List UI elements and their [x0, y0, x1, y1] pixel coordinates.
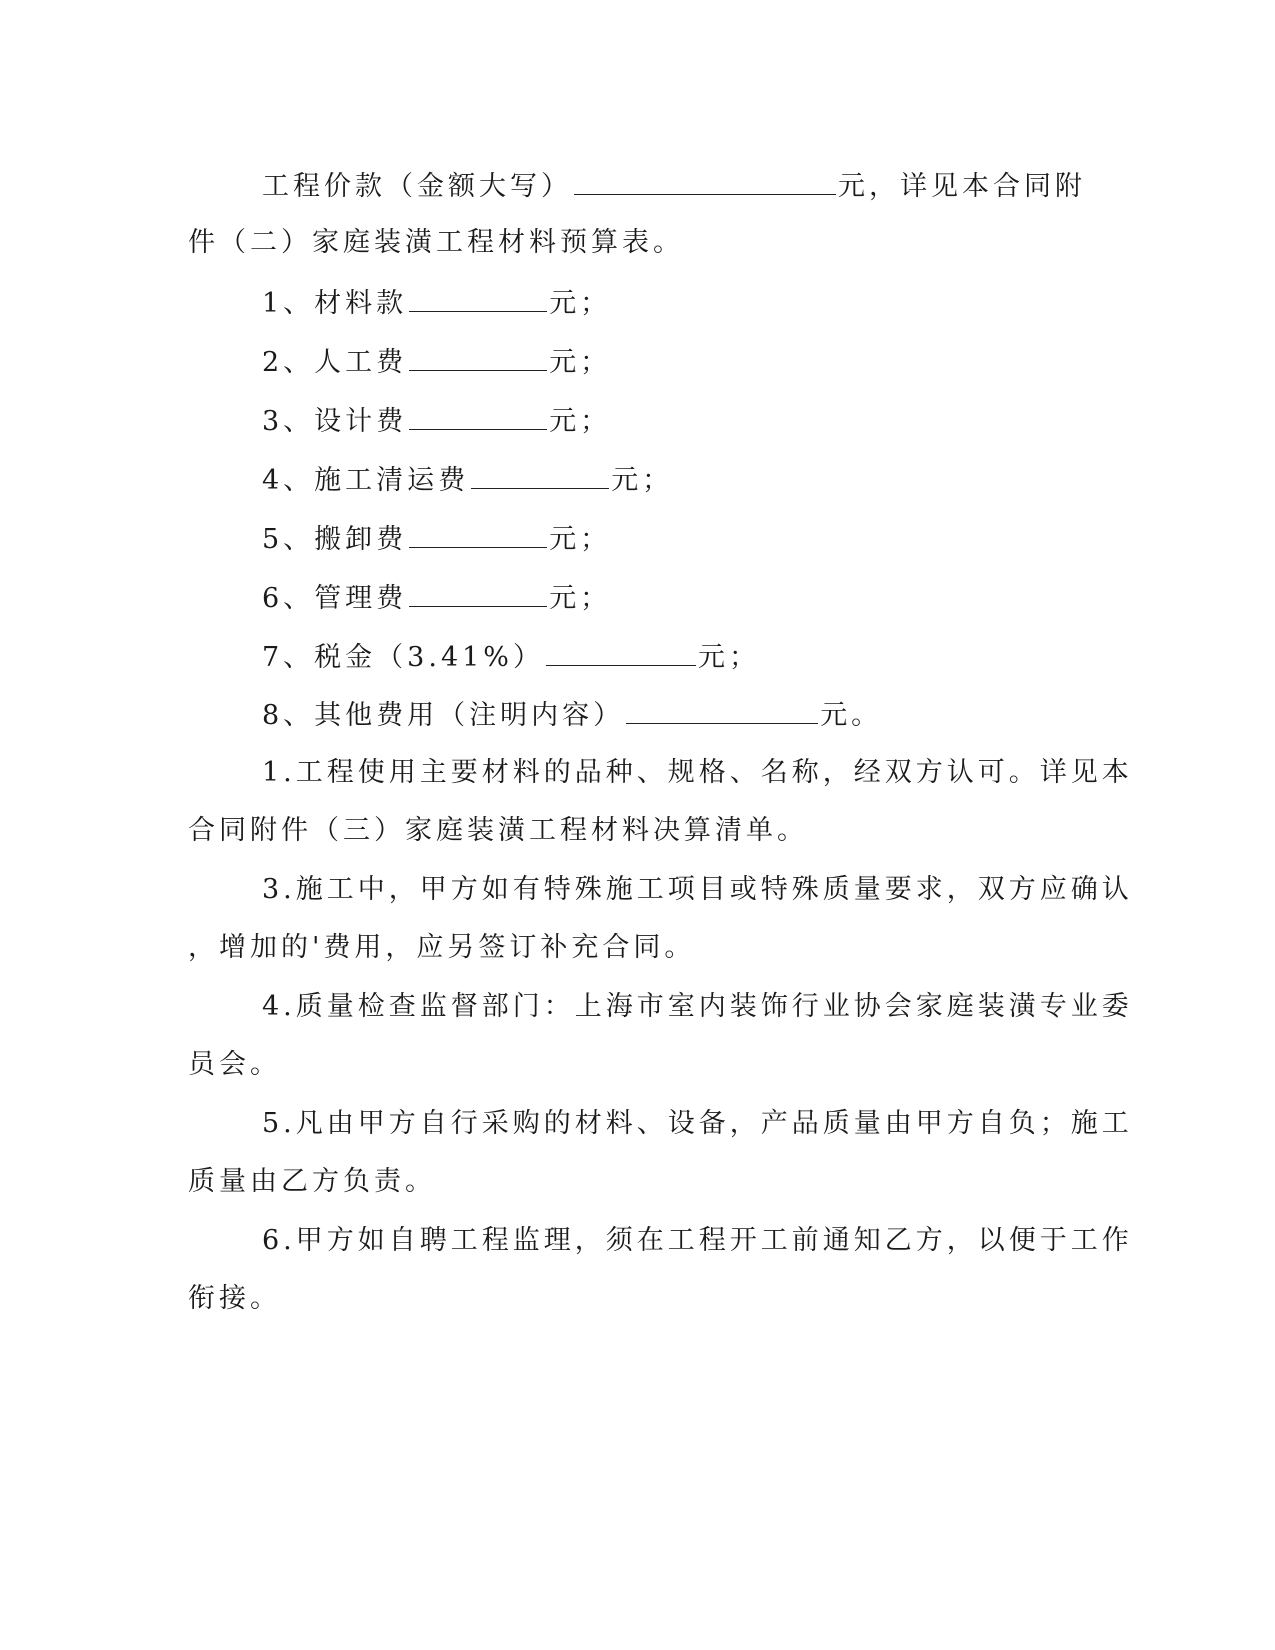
fee-unit: 元； [549, 347, 612, 378]
fee-label: 8、其他费用（注明内容） [262, 700, 625, 731]
clause-line: 4.质量检查监督部门：上海市室内装饰行业协会家庭装潢专业委 [262, 991, 1133, 1022]
fee-item [262, 521, 611, 557]
clause-line-cont: 员会。 [188, 1049, 281, 1080]
clause-line-cont: 质量由乙方负责。 [188, 1166, 436, 1197]
fee-unit: 元； [549, 288, 612, 319]
fee-unit: 元； [549, 406, 612, 437]
fee-unit: 元。 [820, 700, 883, 731]
fee-item [262, 462, 673, 498]
price-amount-blank[interactable] [574, 168, 836, 195]
clause-line-cont: 衔接。 [188, 1283, 281, 1314]
fee-amount-blank[interactable] [409, 344, 547, 371]
fee-unit: 元； [611, 465, 674, 496]
fee-item [262, 639, 760, 675]
fee-amount-blank[interactable] [471, 462, 609, 489]
price-line-cont: 件（二）家庭装潢工程材料预算表。 [188, 227, 684, 258]
price-suffix: 元，详见本合同附 [838, 171, 1086, 202]
fee-label: 4、施工清运费 [262, 465, 470, 496]
fee-label: 2、人工费 [262, 347, 408, 378]
fee-item [262, 697, 882, 733]
clause-line-cont: 合同附件（三）家庭装潢工程材料决算清单。 [188, 815, 808, 846]
clause-line-cont: ，增加的'费用，应另签订补充合同。 [188, 932, 696, 963]
clause-line: 3.施工中，甲方如有特殊施工项目或特殊质量要求，双方应确认 [262, 874, 1133, 905]
clause-line: 1.工程使用主要材料的品种、规格、名称，经双方认可。详见本 [262, 757, 1133, 788]
fee-amount-blank[interactable] [409, 521, 547, 548]
fee-item [262, 344, 611, 380]
fee-item [262, 285, 611, 321]
fee-label: 1、材料款 [262, 288, 408, 319]
fee-item [262, 580, 611, 616]
fee-label: 7、税金（3.41%） [262, 642, 544, 673]
fee-label: 6、管理费 [262, 583, 408, 614]
fee-amount-blank[interactable] [409, 403, 547, 430]
fee-unit: 元； [697, 642, 760, 673]
clause-line: 6.甲方如自聘工程监理，须在工程开工前通知乙方，以便于工作 [262, 1225, 1133, 1256]
fee-item [262, 403, 611, 439]
clause-line: 5.凡由甲方自行采购的材料、设备，产品质量由甲方自负；施工 [262, 1108, 1133, 1139]
fee-unit: 元； [549, 524, 612, 555]
fee-label: 5、搬卸费 [262, 524, 408, 555]
fee-amount-blank[interactable] [409, 580, 547, 607]
price-line [262, 168, 1086, 204]
fee-amount-blank[interactable] [626, 697, 818, 724]
fee-unit: 元； [549, 583, 612, 614]
price-label: 工程价款（金额大写） [262, 171, 572, 202]
fee-amount-blank[interactable] [546, 639, 696, 666]
fee-amount-blank[interactable] [409, 285, 547, 312]
fee-label: 3、设计费 [262, 406, 408, 437]
